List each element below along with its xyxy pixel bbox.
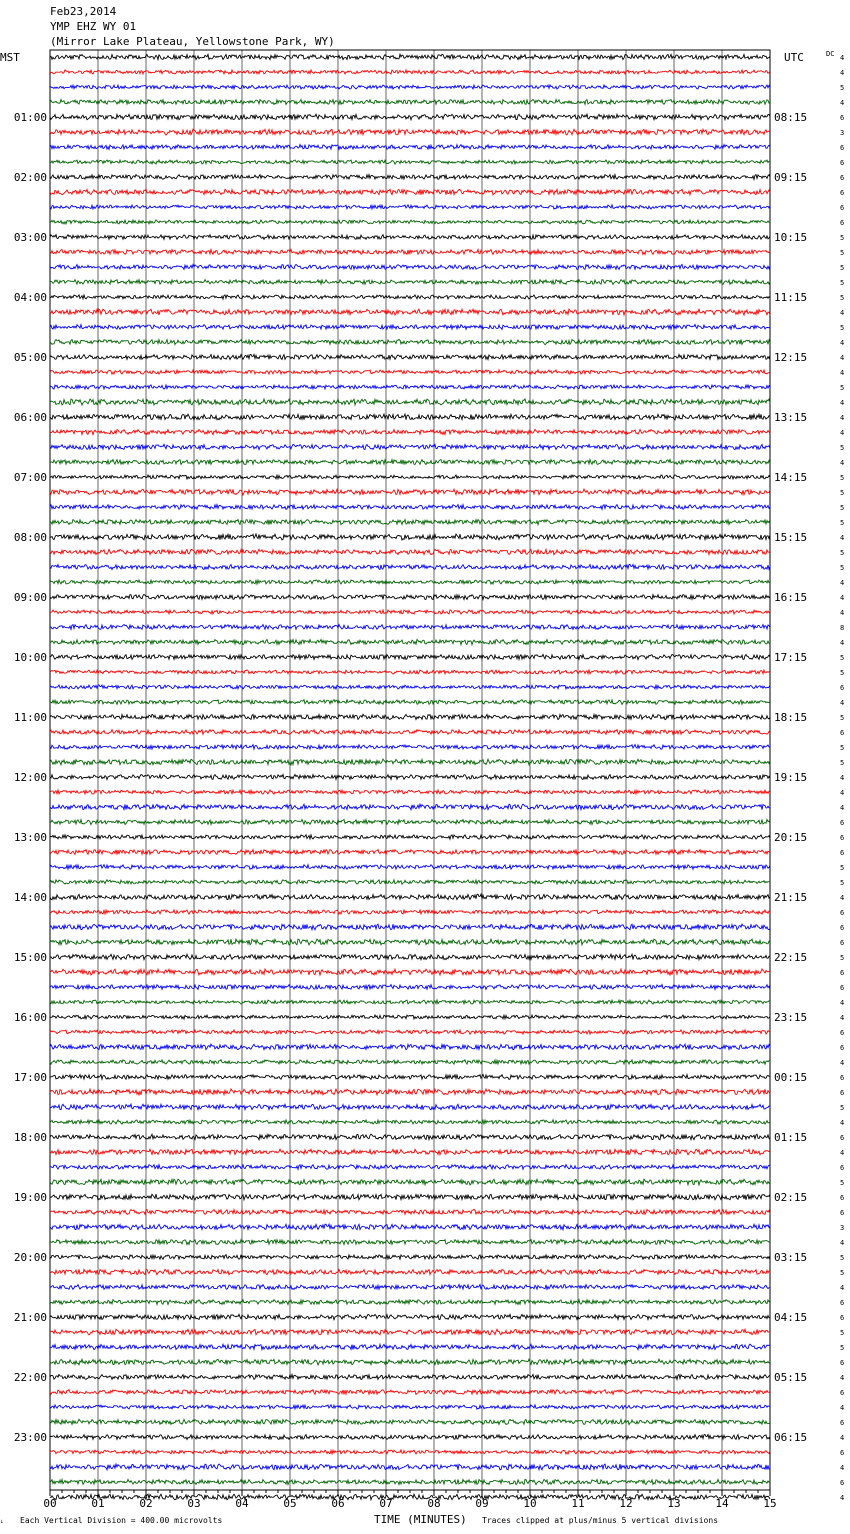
dc-offset-value: 5 — [840, 564, 845, 572]
mst-hour-label: 13:00 — [13, 831, 47, 844]
dc-offset-value: 5 — [840, 714, 845, 722]
trace-line — [50, 1269, 770, 1274]
utc-hour-label: 02:15 — [774, 1191, 808, 1204]
dc-offset-value: 6 — [840, 219, 845, 227]
dc-offset-value: 5 — [840, 279, 845, 287]
trace-line — [50, 1179, 770, 1185]
dc-offset-value: 4 — [840, 999, 845, 1007]
x-tick-label: 13 — [667, 1497, 681, 1510]
trace-line — [50, 145, 770, 150]
dc-offset-value: 6 — [840, 1044, 845, 1052]
trace-line — [50, 399, 770, 405]
utc-hour-label: 17:15 — [774, 651, 808, 664]
dc-offset-value: 4 — [840, 699, 845, 707]
dc-offset-value: 6 — [840, 834, 845, 842]
trace-line — [50, 1165, 770, 1170]
dc-offset-value: 4 — [840, 579, 845, 587]
dc-offset-value: 4 — [840, 99, 845, 107]
mst-axis-label: MST — [0, 51, 20, 64]
dc-offset-value: 6 — [840, 729, 845, 737]
utc-hour-label: 06:15 — [774, 1431, 808, 1444]
trace-line — [50, 295, 770, 299]
trace-line — [50, 1405, 770, 1409]
dc-offset-value: 4 — [840, 1494, 845, 1502]
dc-offset-value: 6 — [840, 1029, 845, 1037]
plot-date: Feb23,2014 — [50, 5, 117, 18]
dc-offset-value: 6 — [840, 819, 845, 827]
mst-hour-label: 11:00 — [13, 711, 47, 724]
trace-line — [50, 1120, 770, 1124]
dc-offset-value: 6 — [840, 1449, 845, 1457]
trace-line — [50, 565, 770, 570]
dc-offset-value: 4 — [840, 1239, 845, 1247]
dc-offset-value: 4 — [840, 894, 845, 902]
trace-line — [50, 1134, 770, 1140]
mst-hour-label: 15:00 — [13, 951, 47, 964]
dc-offset-value: 3 — [840, 129, 845, 137]
dc-offset-value: 4 — [840, 639, 845, 647]
dc-offset-value: 4 — [840, 609, 845, 617]
dc-offset-value: 6 — [840, 114, 845, 122]
trace-line — [50, 1419, 770, 1424]
x-tick-label: 08 — [427, 1497, 441, 1510]
dc-offset-value: 5 — [840, 474, 845, 482]
dc-offset-value: 6 — [840, 204, 845, 212]
dc-offset-value: 4 — [840, 1059, 845, 1067]
dc-offset-value: 4 — [840, 339, 845, 347]
trace-line — [50, 309, 770, 315]
mst-hour-label: 17:00 — [13, 1071, 47, 1084]
dc-offset-value: 6 — [840, 1419, 845, 1427]
dc-offset-value: 5 — [840, 384, 845, 392]
dc-offset-value: 4 — [840, 789, 845, 797]
trace-line — [50, 370, 770, 374]
trace-line — [50, 910, 770, 914]
trace-line — [50, 460, 770, 465]
dc-offset-value: 6 — [840, 1299, 845, 1307]
trace-line — [50, 969, 770, 975]
trace-line — [50, 985, 770, 990]
x-tick-label: 01 — [91, 1497, 105, 1510]
trace-line — [50, 1104, 770, 1110]
dc-offset-value: 5 — [840, 669, 845, 677]
trace-line — [50, 1375, 770, 1380]
trace-line — [50, 354, 770, 359]
dc-offset-value: 6 — [840, 1359, 845, 1367]
trace-line — [50, 954, 770, 959]
dc-offset-value: 4 — [840, 1284, 845, 1292]
dc-offset-value: 4 — [840, 1404, 845, 1412]
mst-hour-label: 02:00 — [13, 171, 47, 184]
trace-line — [50, 1314, 770, 1319]
x-tick-label: 04 — [235, 1497, 249, 1510]
mst-hour-label: 08:00 — [13, 531, 47, 544]
dc-offset-value: 4 — [840, 309, 845, 317]
dc-offset-value: 4 — [840, 1149, 845, 1157]
mst-hour-label: 07:00 — [13, 471, 47, 484]
dc-offset-value: 4 — [840, 1374, 845, 1382]
axis-labels — [0, 50, 844, 1526]
trace-line — [50, 325, 770, 330]
dc-offset-value: 5 — [840, 1254, 845, 1262]
dc-offset-value: 5 — [840, 954, 845, 962]
mst-hour-label: 10:00 — [13, 651, 47, 664]
utc-hour-label: 21:15 — [774, 891, 808, 904]
dc-offset-value: 6 — [840, 1194, 845, 1202]
utc-hour-label: 20:15 — [774, 831, 808, 844]
dc-offset-value: 5 — [840, 549, 845, 557]
trace-line — [50, 54, 770, 59]
dc-offset-value: 5 — [840, 1179, 845, 1187]
utc-hour-label: 23:15 — [774, 1011, 808, 1024]
mst-hour-label: 21:00 — [13, 1311, 47, 1324]
mst-hour-label: 12:00 — [13, 771, 47, 784]
x-tick-label: 09 — [475, 1497, 489, 1510]
dc-offset-value: 5 — [840, 1269, 845, 1277]
dc-offset-value: 6 — [840, 1209, 845, 1217]
dc-offset-value: 4 — [840, 369, 845, 377]
trace-line — [50, 835, 770, 839]
dc-offset-value: 6 — [840, 909, 845, 917]
dc-offset-value: 4 — [840, 1014, 845, 1022]
dc-offset-value: 8 — [840, 624, 845, 632]
trace-line — [50, 759, 770, 765]
dc-offset-value: 4 — [840, 804, 845, 812]
trace-line — [50, 1300, 770, 1305]
trace-line — [50, 70, 770, 74]
dc-offset-value: 6 — [840, 1089, 845, 1097]
trace-line — [50, 820, 770, 825]
dc-offset-value: 5 — [840, 84, 845, 92]
utc-hour-label: 08:15 — [774, 111, 808, 124]
trace-line — [50, 804, 770, 810]
dc-offset-value: 5 — [840, 519, 845, 527]
x-tick-label: 15 — [763, 1497, 777, 1510]
dc-offset-value: 4 — [840, 414, 845, 422]
dc-offset-value: 4 — [840, 1119, 845, 1127]
trace-line — [50, 175, 770, 180]
trace-line — [50, 505, 770, 510]
dc-offset-value: 6 — [840, 1074, 845, 1082]
dc-offset-value: 5 — [840, 864, 845, 872]
x-tick-label: 10 — [523, 1497, 537, 1510]
utc-hour-label: 11:15 — [774, 291, 808, 304]
dc-label: DC — [826, 50, 835, 58]
mst-hour-label: 16:00 — [13, 1011, 47, 1024]
trace-line — [50, 1359, 770, 1365]
trace-line — [50, 685, 770, 689]
dc-offset-value: 5 — [840, 504, 845, 512]
x-tick-label: 07 — [379, 1497, 393, 1510]
dc-offset-value: 6 — [840, 1134, 845, 1142]
trace-line — [50, 1479, 770, 1484]
trace-line — [50, 714, 770, 719]
dc-offset-value: 6 — [840, 1314, 845, 1322]
trace-line — [50, 339, 770, 344]
trace-line — [50, 1255, 770, 1260]
dc-offset-value: 4 — [840, 69, 845, 77]
station-location: (Mirror Lake Plateau, Yellowstone Park, WY) — [50, 35, 335, 48]
dc-offset-value: 6 — [840, 189, 845, 197]
trace-line — [50, 1494, 770, 1500]
dc-offset-value: 4 — [840, 774, 845, 782]
dc-offset-value: 4 — [840, 54, 845, 62]
trace-line — [50, 894, 770, 900]
dc-offset-value: 4 — [840, 429, 845, 437]
trace-line — [50, 625, 770, 630]
trace-line — [50, 534, 770, 540]
utc-hour-label: 10:15 — [774, 231, 808, 244]
mst-hour-label: 18:00 — [13, 1131, 47, 1144]
utc-axis-label: UTC — [784, 51, 804, 64]
trace-line — [50, 594, 770, 599]
x-tick-label: 12 — [619, 1497, 633, 1510]
dc-offset-value: 4 — [840, 1434, 845, 1442]
utc-hour-label: 14:15 — [774, 471, 808, 484]
dc-offset-value: 5 — [840, 1344, 845, 1352]
trace-line — [50, 1060, 770, 1065]
dc-offset-value: 6 — [840, 924, 845, 932]
trace-line — [50, 1015, 770, 1019]
dc-offset-value: 4 — [840, 1464, 845, 1472]
trace-line — [50, 1240, 770, 1245]
x-tick-label: 14 — [715, 1497, 729, 1510]
dc-offset-value: 5 — [840, 234, 845, 242]
trace-line — [50, 1464, 770, 1470]
dc-offset-value: 5 — [840, 294, 845, 302]
trace-line — [50, 520, 770, 525]
mst-hour-label: 23:00 — [13, 1431, 47, 1444]
trace-line — [50, 249, 770, 254]
trace-line — [50, 670, 770, 674]
trace-line — [50, 220, 770, 224]
x-tick-label: 03 — [187, 1497, 201, 1510]
dc-offset-value: 6 — [840, 969, 845, 977]
utc-hour-label: 19:15 — [774, 771, 808, 784]
dc-offset-value: 6 — [840, 159, 845, 167]
dc-offset-value: 5 — [840, 489, 845, 497]
trace-line — [50, 489, 770, 495]
utc-hour-label: 04:15 — [774, 1311, 808, 1324]
trace-line — [50, 100, 770, 105]
dc-offset-value: 4 — [840, 459, 845, 467]
trace-line — [50, 939, 770, 945]
mst-hour-label: 22:00 — [13, 1371, 47, 1384]
utc-hour-label: 15:15 — [774, 531, 808, 544]
trace-line — [50, 549, 770, 554]
trace-line — [50, 924, 770, 930]
dc-offset-value: 5 — [840, 744, 845, 752]
corner-mark: ↓ — [0, 1518, 4, 1525]
trace-line — [50, 160, 770, 164]
dc-offset-value: 4 — [840, 594, 845, 602]
utc-hour-label: 18:15 — [774, 711, 808, 724]
trace-line — [50, 385, 770, 389]
dc-offset-value: 5 — [840, 879, 845, 887]
dc-offset-value: 6 — [840, 1389, 845, 1397]
trace-line — [50, 280, 770, 285]
dc-offset-value: 6 — [840, 174, 845, 182]
trace-line — [50, 700, 770, 705]
dc-offset-value: 6 — [840, 984, 845, 992]
trace-line — [50, 1149, 770, 1155]
x-tick-label: 11 — [571, 1497, 585, 1510]
mst-hour-label: 05:00 — [13, 351, 47, 364]
dc-offset-value: 5 — [840, 759, 845, 767]
dc-offset-value: 4 — [840, 354, 845, 362]
trace-line — [50, 745, 770, 750]
trace-line — [50, 235, 770, 240]
trace-line — [50, 1224, 770, 1230]
x-tick-label: 05 — [283, 1497, 297, 1510]
seismic-traces — [50, 54, 770, 1500]
dc-offset-value: 5 — [840, 1104, 845, 1112]
trace-line — [50, 429, 770, 434]
mst-hour-label: 01:00 — [13, 111, 47, 124]
trace-line — [50, 775, 770, 780]
trace-line — [50, 1209, 770, 1214]
trace-line — [50, 1044, 770, 1050]
dc-offset-value: 5 — [840, 1329, 845, 1337]
clip-note: Traces clipped at plus/minus 5 vertical divisions — [482, 1516, 719, 1525]
x-axis-title: TIME (MINUTES) — [374, 1513, 467, 1526]
mst-hour-label: 04:00 — [13, 291, 47, 304]
mst-hour-label: 03:00 — [13, 231, 47, 244]
trace-line — [50, 1390, 770, 1395]
dc-offset-value: 3 — [840, 1224, 845, 1232]
trace-line — [50, 850, 770, 855]
trace-line — [50, 654, 770, 659]
trace-line — [50, 1329, 770, 1335]
trace-line — [50, 1030, 770, 1034]
x-tick-label: 02 — [139, 1497, 153, 1510]
dc-offset-value: 6 — [840, 1479, 845, 1487]
utc-hour-label: 05:15 — [774, 1371, 808, 1384]
trace-line — [50, 640, 770, 645]
trace-line — [50, 414, 770, 420]
scale-note: Each Vertical Division = 400.00 microvolts — [20, 1516, 223, 1525]
trace-line — [50, 475, 770, 479]
dc-offset-value: 4 — [840, 399, 845, 407]
utc-hour-label: 00:15 — [774, 1071, 808, 1084]
trace-line — [50, 129, 770, 135]
mst-hour-label: 09:00 — [13, 591, 47, 604]
x-tick-label: 00 — [43, 1497, 57, 1510]
dc-offset-value: 5 — [840, 444, 845, 452]
mst-hour-label: 19:00 — [13, 1191, 47, 1204]
utc-hour-label: 22:15 — [774, 951, 808, 964]
dc-offset-value: 6 — [840, 849, 845, 857]
dc-offset-value: 6 — [840, 144, 845, 152]
trace-line — [50, 1285, 770, 1290]
trace-line — [50, 205, 770, 209]
trace-line — [50, 1000, 770, 1004]
trace-line — [50, 1075, 770, 1080]
mst-hour-label: 14:00 — [13, 891, 47, 904]
trace-line — [50, 1435, 770, 1440]
trace-line — [50, 1194, 770, 1200]
mst-hour-label: 06:00 — [13, 411, 47, 424]
trace-line — [50, 114, 770, 120]
trace-line — [50, 189, 770, 195]
dc-offset-value: 6 — [840, 684, 845, 692]
trace-line — [50, 880, 770, 885]
x-tick-label: 06 — [331, 1497, 345, 1510]
utc-hour-label: 16:15 — [774, 591, 808, 604]
dc-offset-value: 6 — [840, 939, 845, 947]
mst-hour-label: 20:00 — [13, 1251, 47, 1264]
utc-hour-label: 13:15 — [774, 411, 808, 424]
trace-line — [50, 444, 770, 449]
dc-offset-value: 5 — [840, 249, 845, 257]
dc-offset-value: 5 — [840, 264, 845, 272]
utc-hour-label: 12:15 — [774, 351, 808, 364]
dc-offset-value: 5 — [840, 324, 845, 332]
utc-hour-label: 01:15 — [774, 1131, 808, 1144]
trace-line — [50, 1344, 770, 1349]
utc-hour-label: 03:15 — [774, 1251, 808, 1264]
dc-offset-value: 4 — [840, 534, 845, 542]
station-name: YMP EHZ WY 01 — [50, 20, 137, 33]
trace-line — [50, 1089, 770, 1095]
dc-offset-value: 6 — [840, 1164, 845, 1172]
trace-line — [50, 610, 770, 614]
trace-line — [50, 580, 770, 584]
trace-line — [50, 265, 770, 270]
utc-hour-label: 09:15 — [774, 171, 808, 184]
trace-line — [50, 865, 770, 870]
trace-line — [50, 730, 770, 735]
trace-line — [50, 790, 770, 794]
trace-line — [50, 85, 770, 89]
dc-offset-value: 5 — [840, 654, 845, 662]
trace-line — [50, 1450, 770, 1454]
